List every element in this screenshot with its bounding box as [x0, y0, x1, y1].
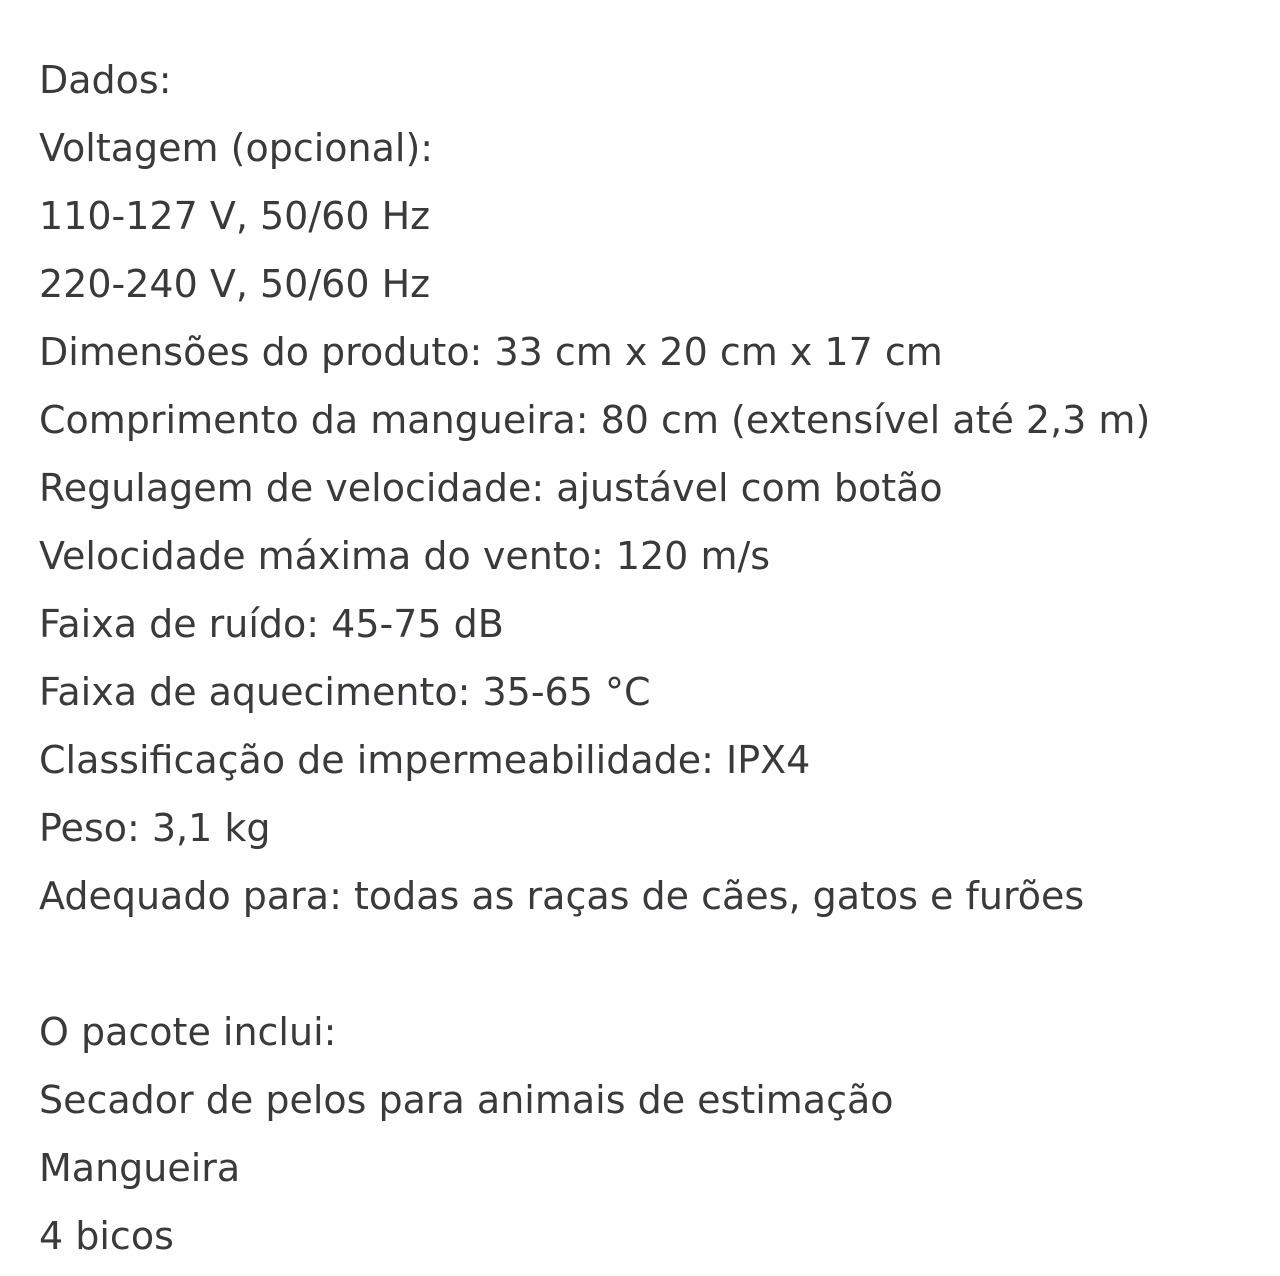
- spec-dimensions: Dimensões do produto: 33 cm x 20 cm x 17 cm: [39, 330, 943, 374]
- package-item: Mangueira: [39, 1146, 241, 1190]
- spec-voltage-220: 220-240 V, 50/60 Hz: [39, 262, 431, 306]
- package-item: Secador de pelos para animais de estimação: [39, 1078, 894, 1122]
- spec-noise-range: Faixa de ruído: 45-75 dB: [39, 602, 504, 646]
- spec-voltage-110: 110-127 V, 50/60 Hz: [39, 194, 431, 238]
- spec-speed-regulation: Regulagem de velocidade: ajustável com botão: [39, 466, 943, 510]
- spec-suitable-for: Adequado para: todas as raças de cães, gatos e furões: [39, 874, 1085, 918]
- specs-heading: Dados:: [39, 58, 172, 102]
- spec-max-wind-speed: Velocidade máxima do vento: 120 m/s: [39, 534, 771, 578]
- package-heading: O pacote inclui:: [39, 1010, 337, 1054]
- specs-section: [39, 46, 1259, 930]
- product-details-text: [39, 46, 1259, 1270]
- spec-waterproof-rating: Classificação de impermeabilidade: IPX4: [39, 738, 811, 782]
- spec-voltage-label: Voltagem (opcional):: [39, 126, 434, 170]
- spec-weight: Peso: 3,1 kg: [39, 806, 271, 850]
- section-spacer: [39, 930, 1259, 998]
- spec-heating-range: Faixa de aquecimento: 35-65 °C: [39, 670, 651, 714]
- package-section: [39, 998, 1259, 1270]
- package-item: 4 bicos: [39, 1214, 174, 1258]
- spec-hose-length: Comprimento da mangueira: 80 cm (extensível até 2,3 m): [39, 398, 1151, 442]
